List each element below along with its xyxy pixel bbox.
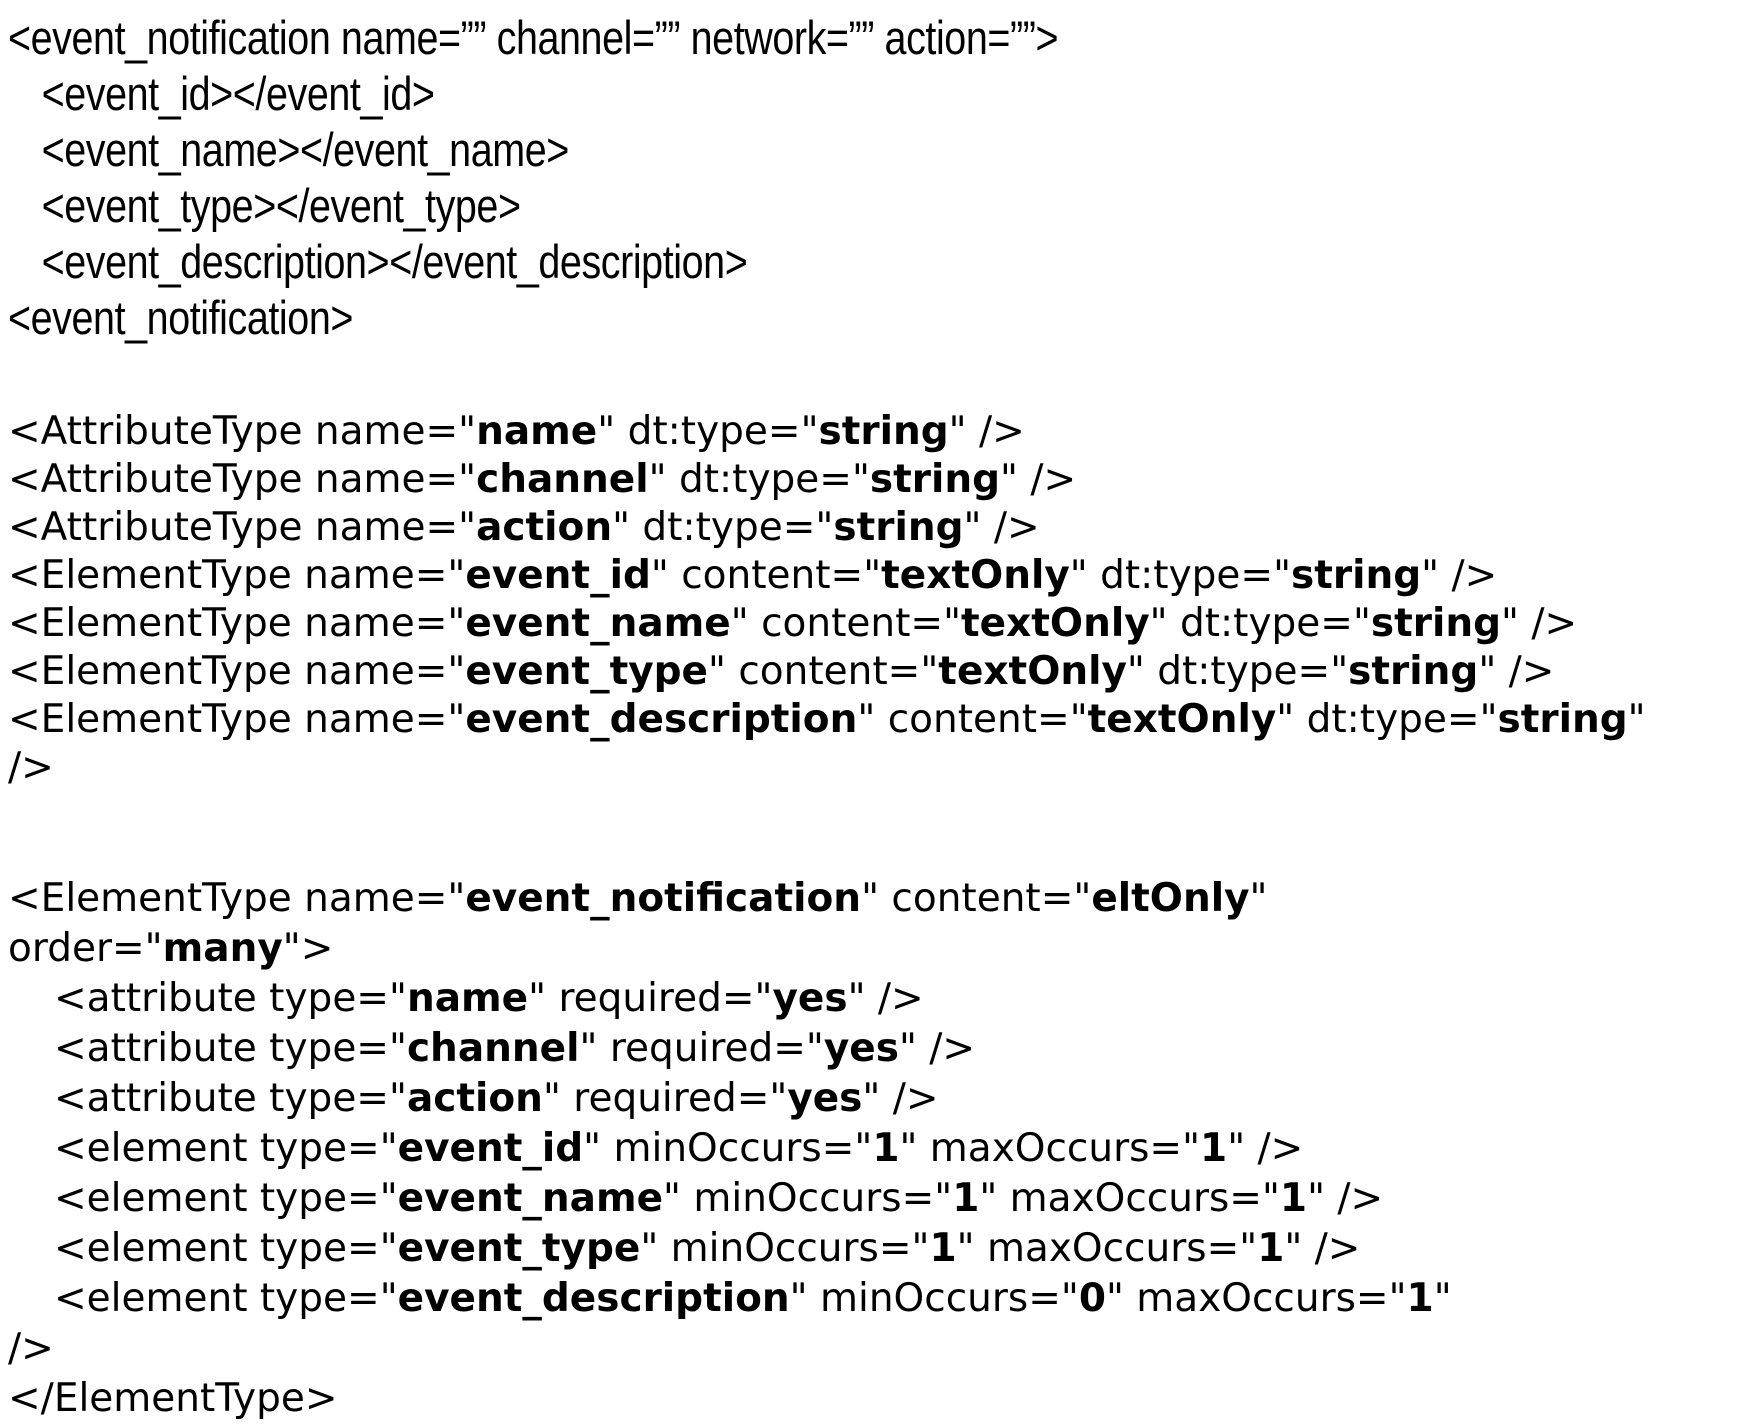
code-segment: 1 bbox=[929, 1226, 957, 1271]
code-segment: " dt:type=" bbox=[1149, 601, 1371, 646]
code-segment: " minOccurs=" bbox=[583, 1126, 873, 1171]
code-segment: name bbox=[476, 409, 598, 454]
code-segment: <AttributeType name=" bbox=[8, 505, 477, 550]
code-line bbox=[8, 1174, 1746, 1224]
code-segment: 1 bbox=[1257, 1226, 1285, 1271]
code-segment: event_type bbox=[397, 1226, 641, 1271]
type-declarations bbox=[8, 408, 1746, 792]
code-segment: " /> bbox=[948, 409, 1025, 454]
code-segment: " maxOccurs=" bbox=[979, 1176, 1280, 1221]
code-segment: <ElementType name=" bbox=[8, 553, 466, 598]
code-segment: name bbox=[406, 976, 529, 1021]
code-segment: " /> bbox=[963, 505, 1040, 550]
code-segment: " minOccurs=" bbox=[640, 1226, 930, 1271]
code-segment: <AttributeType name=" bbox=[8, 457, 477, 502]
code-segment: event_notification bbox=[465, 876, 862, 921]
code-segment: channel bbox=[476, 457, 649, 502]
code-segment: " required=" bbox=[542, 1076, 788, 1121]
code-segment: <element type=" bbox=[54, 1276, 398, 1321]
element-type-definition bbox=[8, 874, 1746, 1424]
code-segment: textOnly bbox=[881, 553, 1070, 598]
code-segment: <ElementType name=" bbox=[8, 649, 466, 694]
code-segment: " /> bbox=[1421, 553, 1498, 598]
code-segment: " maxOccurs=" bbox=[1105, 1276, 1407, 1321]
code-line bbox=[8, 696, 1746, 744]
code-segment: " minOccurs=" bbox=[789, 1276, 1079, 1321]
code-segment: " dt:type=" bbox=[612, 505, 834, 550]
code-segment: " content=" bbox=[857, 697, 1088, 742]
code-segment: " dt:type=" bbox=[1126, 649, 1349, 694]
code-segment: <event_id></event_id> bbox=[41, 67, 435, 120]
code-segment: eltOnly bbox=[1091, 876, 1250, 921]
code-line bbox=[8, 1224, 1746, 1274]
code-line bbox=[8, 1374, 1746, 1424]
code-segment: " dt:type=" bbox=[1069, 553, 1292, 598]
code-segment: " content=" bbox=[861, 876, 1092, 921]
code-line bbox=[8, 1274, 1746, 1324]
code-segment: string bbox=[1291, 553, 1422, 598]
code-segment: " bbox=[1627, 697, 1646, 742]
code-line bbox=[8, 66, 1468, 122]
code-segment: " /> bbox=[898, 1026, 976, 1071]
code-segment: " /> bbox=[862, 1076, 939, 1121]
code-segment: <event_type></event_type> bbox=[41, 179, 521, 232]
code-segment: 1 bbox=[952, 1176, 980, 1221]
code-segment: string bbox=[818, 409, 949, 454]
code-segment: event_id bbox=[465, 553, 651, 598]
code-segment: string bbox=[1497, 697, 1628, 742]
code-segment: " content=" bbox=[650, 553, 882, 598]
code-segment: "> bbox=[282, 926, 334, 971]
code-segment: " maxOccurs=" bbox=[899, 1126, 1201, 1171]
code-segment: action bbox=[476, 505, 613, 550]
code-segment: string bbox=[1370, 601, 1502, 646]
code-segment: event_id bbox=[397, 1126, 584, 1171]
code-segment: " bbox=[1433, 1276, 1452, 1321]
code-line bbox=[8, 122, 1468, 178]
code-line bbox=[8, 648, 1746, 696]
code-segment: <event_notification> bbox=[8, 291, 354, 344]
code-segment: event_description bbox=[465, 697, 858, 742]
code-line bbox=[8, 744, 1746, 792]
code-segment: " content=" bbox=[708, 649, 939, 694]
code-segment: <event_name></event_name> bbox=[41, 123, 569, 176]
code-segment: yes bbox=[823, 1026, 899, 1071]
code-segment: " /> bbox=[847, 976, 924, 1021]
code-segment: many bbox=[162, 926, 283, 971]
code-segment: textOnly bbox=[938, 649, 1127, 694]
code-segment: " /> bbox=[1284, 1226, 1361, 1271]
code-segment: 0 bbox=[1078, 1276, 1106, 1321]
code-segment: /> bbox=[8, 745, 54, 790]
code-segment: 1 bbox=[1279, 1176, 1308, 1221]
code-line bbox=[8, 504, 1746, 552]
code-segment: " content=" bbox=[730, 601, 962, 646]
code-segment: " /> bbox=[1501, 601, 1578, 646]
code-segment: event_type bbox=[465, 649, 709, 694]
code-segment: event_name bbox=[397, 1176, 664, 1221]
code-segment: yes bbox=[772, 976, 848, 1021]
code-segment: " maxOccurs=" bbox=[956, 1226, 1258, 1271]
code-line bbox=[8, 234, 1468, 290]
code-line bbox=[8, 290, 1468, 346]
code-segment: " /> bbox=[1307, 1176, 1384, 1221]
code-line bbox=[8, 456, 1746, 504]
code-segment: " dt:type=" bbox=[597, 409, 819, 454]
code-segment: <attribute type=" bbox=[54, 976, 407, 1021]
code-segment: <element type=" bbox=[54, 1126, 398, 1171]
code-segment: " required=" bbox=[579, 1026, 824, 1071]
code-line bbox=[8, 1024, 1746, 1074]
code-line bbox=[8, 1074, 1746, 1124]
code-segment: " dt:type=" bbox=[1276, 697, 1498, 742]
code-line bbox=[8, 974, 1746, 1024]
code-segment: string bbox=[1348, 649, 1479, 694]
code-segment: <event_notification name=”” channel=”” network=”” action=””> bbox=[8, 11, 1059, 64]
code-segment: <event_description></event_description> bbox=[41, 235, 748, 288]
code-segment: /> bbox=[8, 1326, 54, 1371]
code-segment: <ElementType name=" bbox=[8, 601, 466, 646]
code-segment: <ElementType name=" bbox=[8, 876, 466, 921]
code-segment: 1 bbox=[872, 1126, 900, 1171]
xml-instance-sample bbox=[8, 10, 1746, 346]
code-segment: <ElementType name=" bbox=[8, 697, 466, 742]
code-segment: event_name bbox=[465, 601, 731, 646]
code-segment: " minOccurs=" bbox=[663, 1176, 953, 1221]
code-line bbox=[8, 10, 1468, 66]
code-segment: " required=" bbox=[528, 976, 773, 1021]
code-line bbox=[8, 1324, 1746, 1374]
code-segment: <attribute type=" bbox=[54, 1026, 407, 1071]
code-segment: " bbox=[1249, 876, 1268, 921]
code-segment: 1 bbox=[1406, 1276, 1434, 1321]
code-segment: order=" bbox=[8, 926, 163, 971]
code-segment: 1 bbox=[1200, 1126, 1228, 1171]
code-line bbox=[8, 600, 1746, 648]
code-segment: action bbox=[406, 1076, 543, 1121]
code-segment: string bbox=[869, 457, 1001, 502]
code-segment: " /> bbox=[1000, 457, 1077, 502]
code-segment: <AttributeType name=" bbox=[8, 409, 477, 454]
code-segment: textOnly bbox=[1087, 697, 1277, 742]
code-line bbox=[8, 924, 1746, 974]
code-segment: textOnly bbox=[961, 601, 1150, 646]
code-line bbox=[8, 408, 1746, 456]
code-segment: <element type=" bbox=[54, 1226, 398, 1271]
code-segment: yes bbox=[787, 1076, 863, 1121]
code-segment: " dt:type=" bbox=[648, 457, 870, 502]
code-line bbox=[8, 178, 1468, 234]
code-segment: string bbox=[833, 505, 964, 550]
code-segment: <attribute type=" bbox=[54, 1076, 407, 1121]
code-segment: channel bbox=[406, 1026, 580, 1071]
code-line bbox=[8, 874, 1746, 924]
code-segment: " /> bbox=[1478, 649, 1555, 694]
code-segment: </ElementType> bbox=[8, 1376, 338, 1421]
code-segment: event_description bbox=[397, 1276, 790, 1321]
code-segment: <element type=" bbox=[54, 1176, 398, 1221]
code-segment: " /> bbox=[1227, 1126, 1304, 1171]
code-line bbox=[8, 552, 1746, 600]
code-line bbox=[8, 1124, 1746, 1174]
